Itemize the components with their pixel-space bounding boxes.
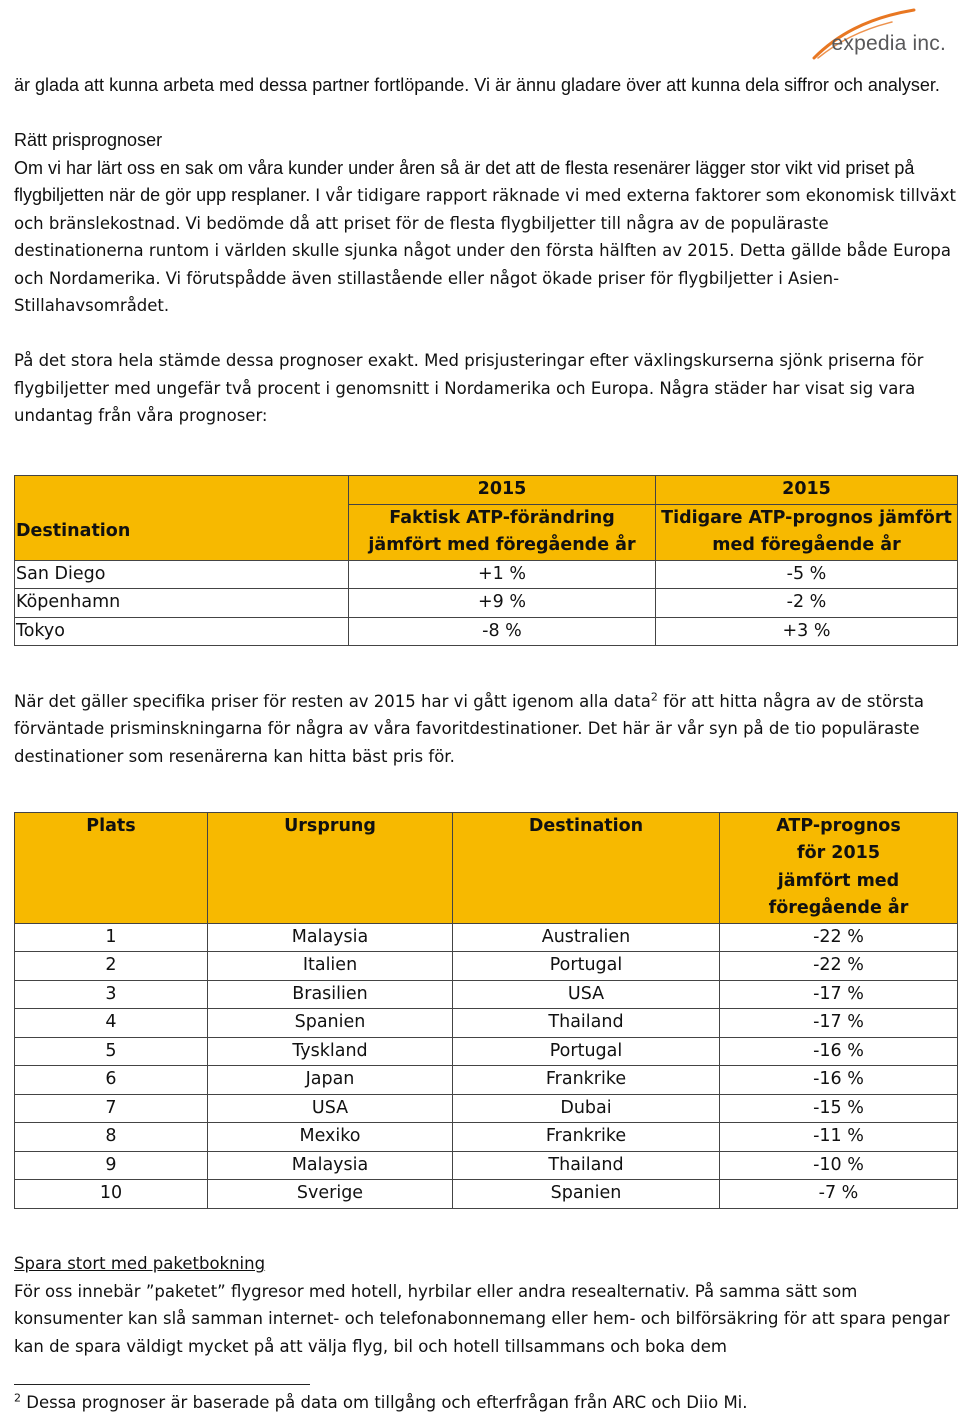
footnote-divider bbox=[14, 1384, 310, 1385]
footnote: $^2$ Dessa prognoser är baserade på data om tillgång och efterfrågan från ARC och Diio Mi. bbox=[14, 1391, 748, 1412]
table-row: 10 Sverige Spanien -7 % bbox=[15, 1180, 958, 1209]
table-top-destinations bbox=[14, 812, 958, 1209]
table-row: San Diego +1 % -5 % bbox=[15, 560, 958, 589]
header-origin: Ursprung bbox=[208, 812, 453, 923]
table-row: 1 Malaysia Australien -22 % bbox=[15, 923, 958, 952]
header-year-forecast: 2015 bbox=[656, 476, 958, 505]
table-row: Tokyo -8 % +3 % bbox=[15, 617, 958, 646]
table-row: 7 USA Dubai -15 % bbox=[15, 1094, 958, 1123]
table-row: 6 Japan Frankrike -16 % bbox=[15, 1066, 958, 1095]
header-destination: Destination bbox=[453, 812, 720, 923]
intro-paragraph: är glada att kunna arbeta med dessa partner fortlöpande. Vi är ännu gladare över att kunna dela siffror och analyser. bbox=[14, 75, 940, 95]
header-place: Plats bbox=[15, 812, 208, 923]
header-destination: Destination bbox=[15, 476, 349, 561]
paragraph-prisprognoser: Om vi har lärt oss en sak om våra kunder under åren så är det att de flesta resenärer lägger stor vikt vid priset på flygbiljetten när de gör upp resplaner. I vår tidigare rapport räknade vi med externa faktorer som ekonomisk tillväxt och bränslekostnad. Vi bedömde då att priset för de flesta flygbiljetter till några av de populäraste destinationerna runtom i världen skulle sjunka något under den första hälften av 2015. Detta gällde både Europa och Nordamerika. Vi förutspådde även stillastående eller något ökade priser för flygbiljetter i Asien-Stillahavsområdet. bbox=[14, 157, 956, 315]
table-row: 2 Italien Portugal -22 % bbox=[15, 952, 958, 981]
section-heading-prisprognoser: Rätt prisprognoser bbox=[14, 130, 163, 150]
table-city-exceptions bbox=[14, 475, 958, 646]
header-atp-forecast: ATP-prognos för 2015 jämfört med föregående år bbox=[720, 812, 958, 923]
header-year-actual: 2015 bbox=[349, 476, 656, 505]
table-row: 4 Spanien Thailand -17 % bbox=[15, 1009, 958, 1038]
section-heading-paketbokning: Spara stort med paketbokning bbox=[14, 1254, 266, 1273]
table-row: 5 Tyskland Portugal -16 % bbox=[15, 1037, 958, 1066]
table-row: 3 Brasilien USA -17 % bbox=[15, 980, 958, 1009]
table-row: 9 Malaysia Thailand -10 % bbox=[15, 1151, 958, 1180]
table-row: Köpenhamn +9 % -2 % bbox=[15, 589, 958, 618]
logo-text: expedia inc. bbox=[831, 32, 946, 55]
document-body bbox=[14, 72, 958, 1417]
header-actual-change: Faktisk ATP-förändring jämfört med föregående år bbox=[349, 504, 656, 560]
paragraph-top-destinations: När det gäller specifika priser för resten av 2015 har vi gått igenom alla data$^2$ för att hitta några av de största förväntade prisminskningarna för några av våra favoritdestinationer. Det här är vår syn på de tio populäraste destinationer som resenärerna kan hitta bäst pris för. bbox=[14, 690, 924, 766]
table-row: 8 Mexiko Frankrike -11 % bbox=[15, 1123, 958, 1152]
expedia-logo bbox=[796, 6, 946, 62]
paragraph-results: På det stora hela stämde dessa prognoser exakt. Med prisjusteringar efter växlingskurserna sjönk priserna för flygbiljetter med ungefär två procent i genomsnitt i Nordamerika och Europa. Några städer har visat sig vara undantag från våra prognoser: bbox=[14, 351, 924, 425]
header-previous-forecast: Tidigare ATP-prognos jämfört med föregående år bbox=[656, 504, 958, 560]
paragraph-paketbokning: För oss innebär ”paketet” flygresor med hotell, hyrbilar eller andra resealternativ. På samma sätt som konsumenter kan slå samman internet- och telefonabonnemang eller hem- och bilförsäkring för att spara pengar kan de spara väldigt mycket på att välja flyg, bil och hotell tillsammans och boka dem bbox=[14, 1281, 950, 1356]
